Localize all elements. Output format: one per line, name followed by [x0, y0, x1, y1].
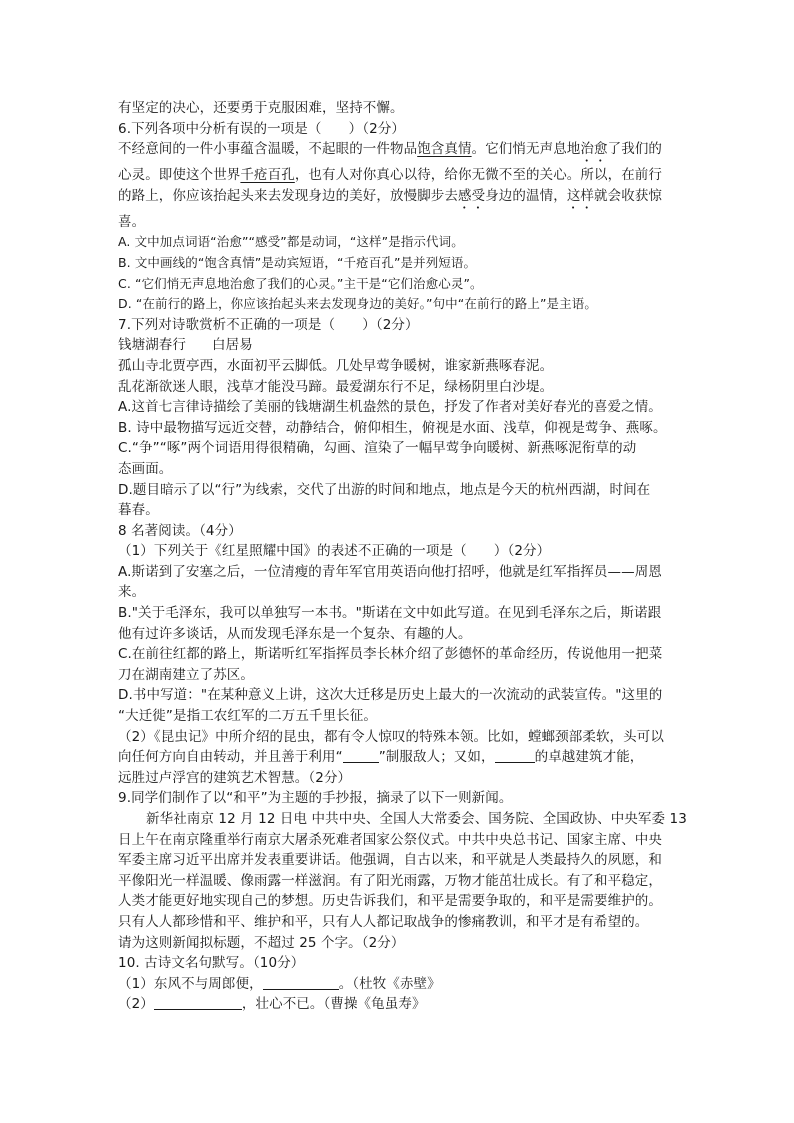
option-c: C.在前往红都的路上，斯诺听红军指挥员李长林介绍了彭德怀的革命经历，传说他用一把菜 — [118, 646, 663, 663]
passage-line: 心灵。即使这个世界千疮百孔，也有人对你真心以待，给你无微不至的关心。所以，在前行 — [118, 167, 663, 184]
sub-question-2-cont: 远胜过卢浮宫的建筑艺术智慧。（2分） — [118, 769, 352, 786]
passage-line: 喜。 — [118, 213, 146, 230]
option-b: B."关于毛泽东，我可以单独写一本书。"斯诺在文中如此写道。在见到毛泽东之后，斯诺跟 — [118, 605, 662, 622]
news-line: 人类才能更好地实现自己的梦想。历史告诉我们，和平是需要争取的，和平是需要维护的。 — [118, 893, 662, 910]
sub-question-2-cont: 向任何方向自由转动，并且善于利用“ ”制服敌人；又如， 的卓越建筑才能， — [118, 749, 644, 766]
news-line: 平像阳光一样温暖、像雨露一样滋润。有了阳光雨露，万物才能茁壮成长。有了和平稳定， — [118, 872, 662, 889]
option-d: D.书中写道："在某种意义上讲，这次大迁移是历史上最大的一次流动的武装宣传。"这里的 — [118, 687, 663, 704]
option-d: D.题目暗示了以“行”为线索，交代了出游的时间和地点，地点是今天的杭州西湖，时间在 — [118, 481, 651, 498]
underlined-phrase: 千疮百孔 — [240, 167, 295, 184]
poem-title: 钱塘湖春行 — [118, 337, 186, 354]
option-a: A. 文中加点词语“治愈”“感受”都是动词，“这样”是指示代词。 — [118, 234, 464, 250]
news-line: 日上午在南京隆重举行南京大屠杀死难者国家公祭仪式。中共中央总书记、国家主席、中央 — [118, 831, 662, 848]
option-c: C.“争”“啄”两个词语用得很精确，勾画、渲染了一幅早莺争向暖树、新燕啄泥衔草的动 — [118, 440, 637, 457]
option-a: A.斯诺到了安塞之后，一位清瘦的青年军官用英语向他打招呼，他就是红军指挥员——周恩 — [118, 563, 662, 580]
exam-text — [118, 98, 687, 1015]
answer-blank[interactable] — [263, 975, 339, 990]
option-a: A.这首七言律诗描绘了美丽的钱塘湖生机盎然的景色，抒发了作者对美好春光的喜爱之情。 — [118, 399, 662, 416]
option-b: B. 文中画线的“饱含真情”是动宾短语，“千疮百孔”是并列短语。 — [118, 254, 477, 270]
option-c: C. “它们悄无声息地治愈了我们的心灵。”主干是“它们治愈心灵”。 — [118, 275, 483, 291]
question-7-stem: 7.下列对诗歌赏析不正确的一项是（ ）（2分） — [118, 316, 419, 333]
question-9-ask: 请为这则新闻拟标题，不超过 25 个字。（2分） — [118, 934, 405, 951]
dotted-word: 感受 — [458, 187, 486, 204]
underlined-phrase: 饱含真情 — [417, 141, 472, 158]
poem-verse: 孤山寺北贾亭西，水面初平云脚低。几处早莺争暖树，谁家新燕啄春泥。 — [118, 357, 554, 374]
question-6-stem: 6.下列各项中分析有误的一项是（ ）（2分） — [118, 120, 406, 137]
option-b: B. 诗中最物描写远近交替，动静结合，俯仰相生，俯视是水面、浅草，仰视是莺争、燕啄。 — [118, 419, 667, 436]
option-b-cont: 他有过许多谈话，从而发现毛泽东是一个复杂、有趣的人。 — [118, 625, 472, 642]
poem-heading — [118, 335, 680, 356]
news-line: 军委主席习近平出席并发表重要讲话。他强调，自古以来，和平就是人类最持久的夙愿，和 — [118, 852, 662, 869]
question-8-stem: 8 名著阅读。（4分） — [118, 522, 242, 539]
recitation-item-1: （1）东风不与周郎便， 。（杜牧《赤壁》 — [118, 975, 441, 992]
option-d-cont: 暮春。 — [118, 502, 159, 519]
passage-line: 不经意间的一件小事蕴含温暖，不起眼的一件物品饱含真情。它们悄无声息地治愈了我们的 — [118, 141, 663, 158]
dotted-word: 这样 — [566, 187, 595, 204]
news-line: 只有人人都珍惜和平、维护和平，只有人人都记取战争的惨痛教训，和平才是有希望的。 — [118, 913, 649, 930]
text-line: 有坚定的决心，还要勇于克服困难，坚持不懈。 — [118, 100, 404, 116]
poem-author: 白居易 — [212, 337, 253, 354]
answer-blank[interactable] — [343, 748, 379, 763]
option-c-cont: 刀在湖南建立了苏区。 — [118, 666, 254, 683]
option-a-cont: 来。 — [118, 584, 146, 601]
passage-line: 的路上，你应该抬起头来去发现身边的美好，放慢脚步去感受身边的温情，这样就会收获惊 — [118, 187, 663, 204]
option-d: D. “在前行的路上，你应该抬起头来去发现身边的美好。”句中“在前行的路上”是主语。 — [118, 296, 597, 312]
sub-question-2: （2）《昆虫记》中所介绍的昆虫，都有令人惊叹的特殊本领。比如，螳螂颈部柔软，头可以 — [118, 728, 664, 745]
news-line: 新华社南京 12 月 12 日电 中共中央、全国人大常委会、国务院、全国政协、中央军委 13 — [146, 811, 687, 827]
option-d-cont: “大迁徙”是指工农红军的二万五千里长征。 — [118, 708, 377, 725]
question-10-stem: 10. 古诗文名句默写。（10分） — [118, 955, 305, 972]
recitation-item-2: （2） ，壮心不已。（曹操《龟虽寿》 — [118, 996, 426, 1013]
poem-verse: 乱花渐欲迷人眼，浅草才能没马蹄。最爱湖东行不足，绿杨阴里白沙堤。 — [118, 378, 554, 395]
answer-blank[interactable] — [495, 748, 535, 763]
question-9-stem: 9.同学们制作了以“和平”为主题的手抄报，摘录了以下一则新闻。 — [118, 790, 513, 807]
answer-blank[interactable] — [154, 995, 242, 1010]
dotted-word: 治愈 — [580, 141, 608, 158]
sub-question-1: （1）下列关于《红星照耀中国》的表述不正确的一项是（ ）（2分） — [118, 543, 551, 560]
option-c-cont: 态画面。 — [118, 460, 173, 477]
